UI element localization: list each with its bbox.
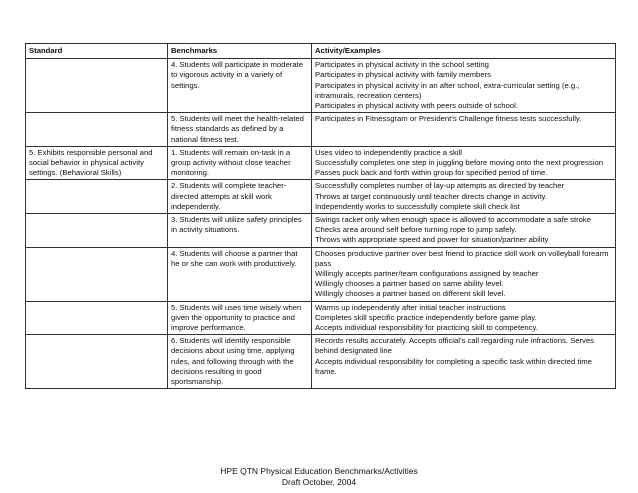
header-standard: Standard (26, 44, 168, 59)
standard-cell (26, 113, 168, 147)
examples-cell (312, 301, 616, 335)
examples-cell (312, 59, 616, 113)
table-row (26, 214, 616, 248)
benchmark-cell: 3. Students will utilize safety principles in activity situations. (168, 214, 312, 248)
example-item: Independently works to successfully complete skill check list (315, 201, 520, 211)
examples-cell (312, 113, 616, 147)
example-item: Chooses productive partner over best friend to practice skill work on volleyball forearm pass (315, 248, 609, 268)
standard-cell (26, 180, 168, 214)
table-body (26, 59, 616, 389)
example-item: Completes skill specific practice independently before game play. (315, 312, 537, 322)
examples-cell (312, 247, 616, 301)
example-item: Willingly accepts partner/team configurations assigned by teacher (315, 269, 539, 279)
example-item: Warms up independently after initial teacher instructions (315, 302, 506, 312)
benchmark-cell: 1. Students will remain on-task in a group activity without close teacher monitoring. (168, 146, 312, 180)
standard-cell (26, 301, 168, 335)
standard-cell (26, 214, 168, 248)
examples-cell (312, 335, 616, 389)
example-item: Willingly chooses a partner based on same ability level. (315, 279, 504, 289)
example-item: Checks area around self before turning rope to jump safely. (315, 225, 517, 235)
table-row (26, 301, 616, 335)
header-benchmarks: Benchmarks (168, 44, 312, 59)
standard-cell (26, 59, 168, 113)
table-row (26, 146, 616, 180)
header-activity-examples: Activity/Examples (312, 44, 616, 59)
table-row (26, 180, 616, 214)
page-footer (0, 466, 638, 487)
examples-cell (312, 180, 616, 214)
benchmark-cell: 4. Students will choose a partner that he or she can work with productively. (168, 247, 312, 301)
example-item: Passes puck back and forth within group for specified period of time. (315, 168, 548, 178)
benchmark-cell: 6. Students will identify responsible decisions about using time, applying rules, and following through with the decisions resulting in good sportsmanship. (168, 335, 312, 389)
examples-cell (312, 214, 616, 248)
example-item: Accepts individual responsibility for practicing skill to competency. (315, 323, 538, 333)
example-item: Participates in Fitnessgram or President’s Challenge fitness tests successfully. (315, 114, 582, 124)
table-row (26, 335, 616, 389)
table-row (26, 113, 616, 147)
example-item: Participates in physical activity with peers outside of school. (315, 101, 518, 111)
example-item: Swings racket only when enough space is allowed to accommodate a safe stroke (315, 215, 592, 225)
table-row (26, 247, 616, 301)
standard-cell (26, 335, 168, 389)
example-item: Throws at target continuously until teacher directs change in activity. (315, 191, 547, 201)
table-row (26, 59, 616, 113)
benchmarks-table (25, 43, 616, 389)
example-item: Accepts individual responsibility for completing a specific task within directed time frame. (315, 356, 592, 376)
example-item: Throws with appropriate speed and power for situation/partner ability (315, 235, 549, 245)
example-item: Participates in physical activity with family members (315, 70, 492, 80)
footer-title: HPE QTN Physical Education Benchmarks/Activities (220, 466, 418, 476)
example-item: Participates in physical activity in the school setting (315, 60, 489, 70)
example-item: Successfully completes number of lay-up attempts as directed by teacher (315, 181, 565, 191)
example-item: Successfully completes one step in juggling before moving onto the next progression (315, 158, 604, 168)
benchmark-cell: 2. Students will complete teacher-directed attempts at skill work independently. (168, 180, 312, 214)
example-item: Records results accurately. Accepts official’s call regarding rule infractions. Serves behind designated line (315, 336, 595, 356)
standard-cell: 5. Exhibits responsible personal and social behavior in physical activity settings. (Behavioral Skills) (26, 146, 168, 180)
example-item: Uses video to independently practice a skill (315, 147, 462, 157)
benchmark-cell: 5. Students will uses time wisely when given the opportunity to practice and improve performance. (168, 301, 312, 335)
benchmark-cell: 4. Students will participate in moderate to vigorous activity in a variety of settings. (168, 59, 312, 113)
standard-cell (26, 247, 168, 301)
table-header-row (26, 44, 616, 59)
examples-cell (312, 146, 616, 180)
example-item: Participates in physical activity in an after school, extra-curricular setting (e.g., intramurals, recreation centers) (315, 80, 580, 100)
example-item: Willingly chooses a partner based on different skill level. (315, 289, 506, 299)
benchmark-cell: 5. Students will meet the health-related fitness standards as defined by a national fitness test. (168, 113, 312, 147)
footer-date: Draft October, 2004 (281, 476, 357, 487)
